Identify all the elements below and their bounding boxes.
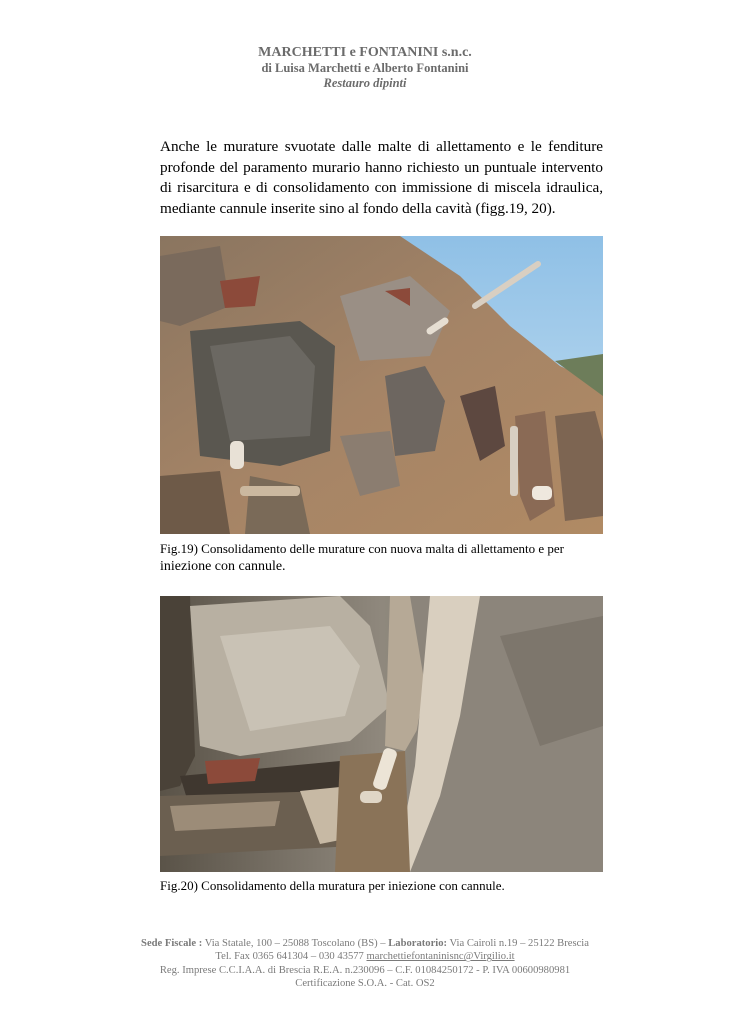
footer-line-contact	[0, 950, 730, 963]
figure-20-photo	[160, 596, 603, 872]
footer-lab-value: Via Cairoli n.19 – 25122 Brescia	[447, 938, 589, 949]
footer-phone: Tel. Fax 0365 641304 – 030 43577	[215, 951, 367, 963]
figure-19-caption-line2: iniezione con cannule.	[160, 559, 286, 574]
footer-sede-value: Via Statale, 100 – 25088 Toscolano (BS) –	[202, 938, 389, 949]
footer	[0, 937, 730, 990]
masonry-photo-20	[160, 596, 603, 872]
footer-lab-label: Laboratorio:	[388, 938, 448, 949]
figure-20-caption: Fig.20) Consolidamento della muratura per iniezione con cannule.	[160, 878, 505, 893]
letterhead	[0, 44, 730, 91]
figure-19-caption-line1: Fig.19) Consolidamento delle murature con nuova malta di allettamento e per	[160, 541, 564, 556]
company-owners: di Luisa Marchetti e Alberto Fontanini	[261, 61, 469, 75]
footer-email-link[interactable]: marchettiefontaninisnc@Virgilio.it	[366, 951, 515, 963]
masonry-photo-19	[160, 236, 603, 534]
footer-certification: Certificazione S.O.A. - Cat. OS2	[295, 977, 435, 989]
footer-sede-label: Sede Fiscale :	[141, 938, 203, 949]
figure-19-caption	[160, 540, 603, 575]
company-name: MARCHETTI e FONTANINI s.n.c.	[258, 45, 472, 60]
footer-line-address	[0, 937, 730, 950]
intro-paragraph: Anche le murature svuotate dalle malte di allettamento e le fenditure profonde del paramento murario hanno richiesto un puntuale intervento di risarcitura e di consolidamento con immissione di miscela idraulica, mediante cannule inserite sino al fondo della cavità (figg.19, 20).	[160, 138, 603, 217]
company-activity: Restauro dipinti	[323, 76, 407, 90]
footer-registry: Reg. Imprese C.C.I.A.A. di Brescia R.E.A. n.230096 – C.F. 01084250172 - P. IVA 00600980981	[159, 964, 571, 976]
figure-19-photo	[160, 236, 603, 534]
